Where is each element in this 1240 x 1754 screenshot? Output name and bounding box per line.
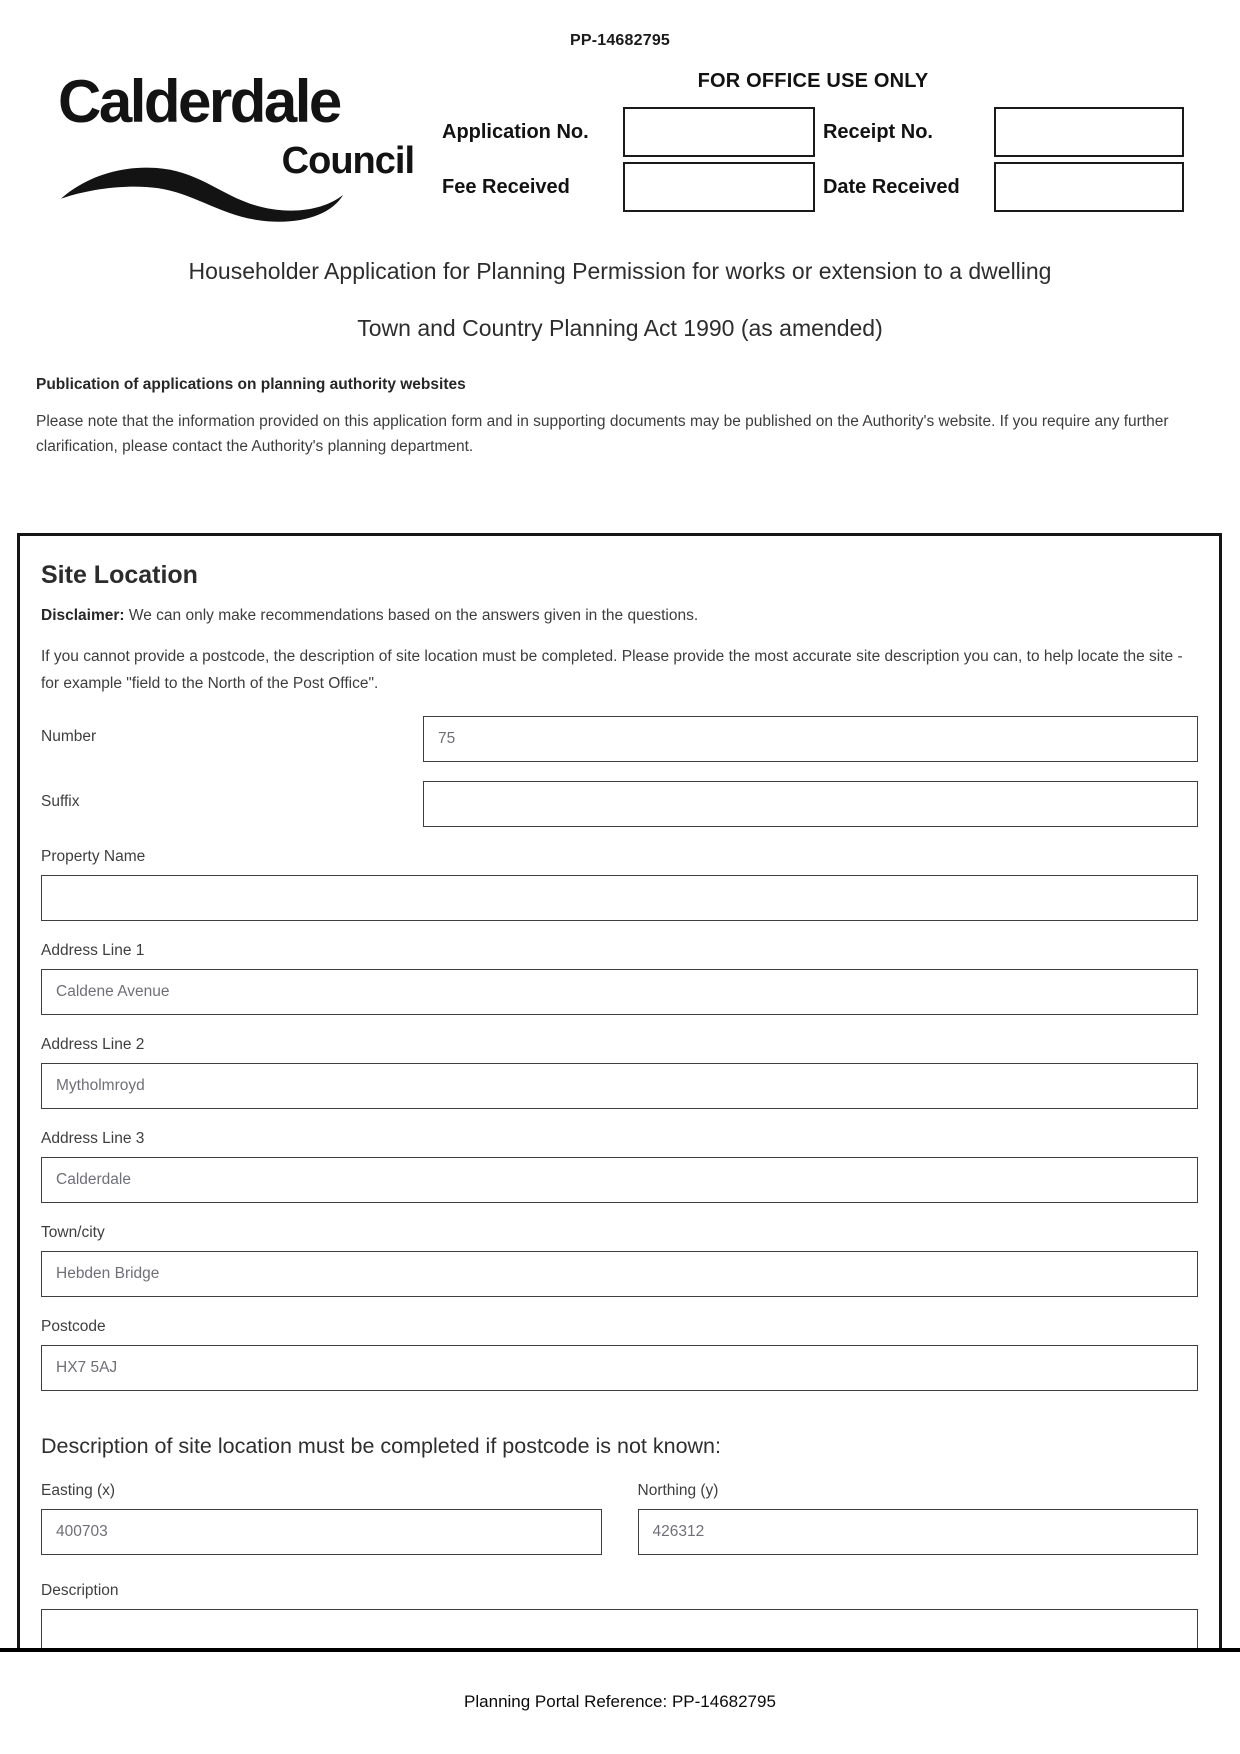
suffix-input[interactable] [423,781,1198,827]
office-use-section [442,66,1184,212]
address-line-2-label: Address Line 2 [41,1035,145,1053]
address-line-3-group [41,1130,1198,1203]
site-location-intro: If you cannot provide a postcode, the description of site location must be completed. Please provide the most accurate site description you can, to help locate the site - for example "field to the North of the Post Office". [41,648,1183,692]
form-title: Householder Application for Planning Permission for works or extension to a dwelling [188,258,1052,284]
easting-group [41,1482,602,1555]
site-location-heading: Site Location [41,561,198,589]
description-group [41,1582,1198,1648]
planning-portal-reference-footer: Planning Portal Reference: PP-14682795 [464,1692,776,1711]
number-input[interactable] [423,716,1198,762]
address-line-2-group [41,1036,1198,1109]
form-subtitle-act: Town and Country Planning Act 1990 (as amended) [357,315,883,341]
form-header [58,66,1184,228]
page-cut-divider [0,1648,1240,1652]
site-location-clip [17,533,1222,1648]
northing-label: Northing (y) [637,1481,719,1499]
fee-received-box [623,162,815,212]
northing-input[interactable] [638,1509,1199,1555]
publication-heading: Publication of applications on planning authority websites [36,376,466,393]
suffix-row [41,781,1198,827]
coordinates-row [41,1482,1198,1555]
address-line-1-label: Address Line 1 [41,941,145,959]
fee-received-label: Fee Received [442,175,570,198]
number-label: Number [41,727,97,745]
town-city-input[interactable] [41,1251,1198,1297]
date-received-label: Date Received [822,175,960,198]
publication-body: Please note that the information provided on this application form and in supporting documents may be published on the Authority's website. If you require any further clarification, please contact the Authority's planning department. [36,413,1169,456]
receipt-no-box [994,107,1184,157]
postcode-input[interactable] [41,1345,1198,1391]
logo-name-text: Calderdale [58,68,340,135]
easting-label: Easting (x) [41,1481,116,1499]
address-line-1-group [41,942,1198,1015]
calderdale-council-logo [58,66,416,228]
address-line-2-input[interactable] [41,1063,1198,1109]
town-city-group [41,1224,1198,1297]
number-row [41,716,1198,762]
date-received-box [994,162,1184,212]
disclaimer-body: We can only make recommendations based on the answers given in the questions. [128,607,699,624]
disclaimer-text [41,604,1198,627]
site-description-subheading: Description of site location must be completed if postcode is not known: [41,1433,721,1458]
postcode-label: Postcode [41,1317,106,1335]
easting-input[interactable] [41,1509,602,1555]
office-use-grid [442,107,1184,212]
disclaimer-label: Disclaimer: [41,607,125,624]
postcode-group [41,1318,1198,1391]
property-name-label: Property Name [41,847,146,865]
property-name-group [41,848,1198,921]
town-city-label: Town/city [41,1223,105,1241]
planning-portal-reference-top: PP-14682795 [569,32,671,49]
description-label: Description [41,1581,119,1599]
application-no-box [623,107,815,157]
address-line-1-input[interactable] [41,969,1198,1015]
logo-sub-text: Council [281,140,414,182]
receipt-no-label: Receipt No. [822,120,933,143]
application-no-label: Application No. [442,120,589,143]
office-use-title: FOR OFFICE USE ONLY [697,70,929,92]
address-line-3-input[interactable] [41,1157,1198,1203]
address-line-3-label: Address Line 3 [41,1129,145,1147]
property-name-input[interactable] [41,875,1198,921]
description-input[interactable] [41,1609,1198,1648]
suffix-label: Suffix [41,792,80,810]
northing-group [638,1482,1199,1555]
site-location-section [17,533,1222,1648]
